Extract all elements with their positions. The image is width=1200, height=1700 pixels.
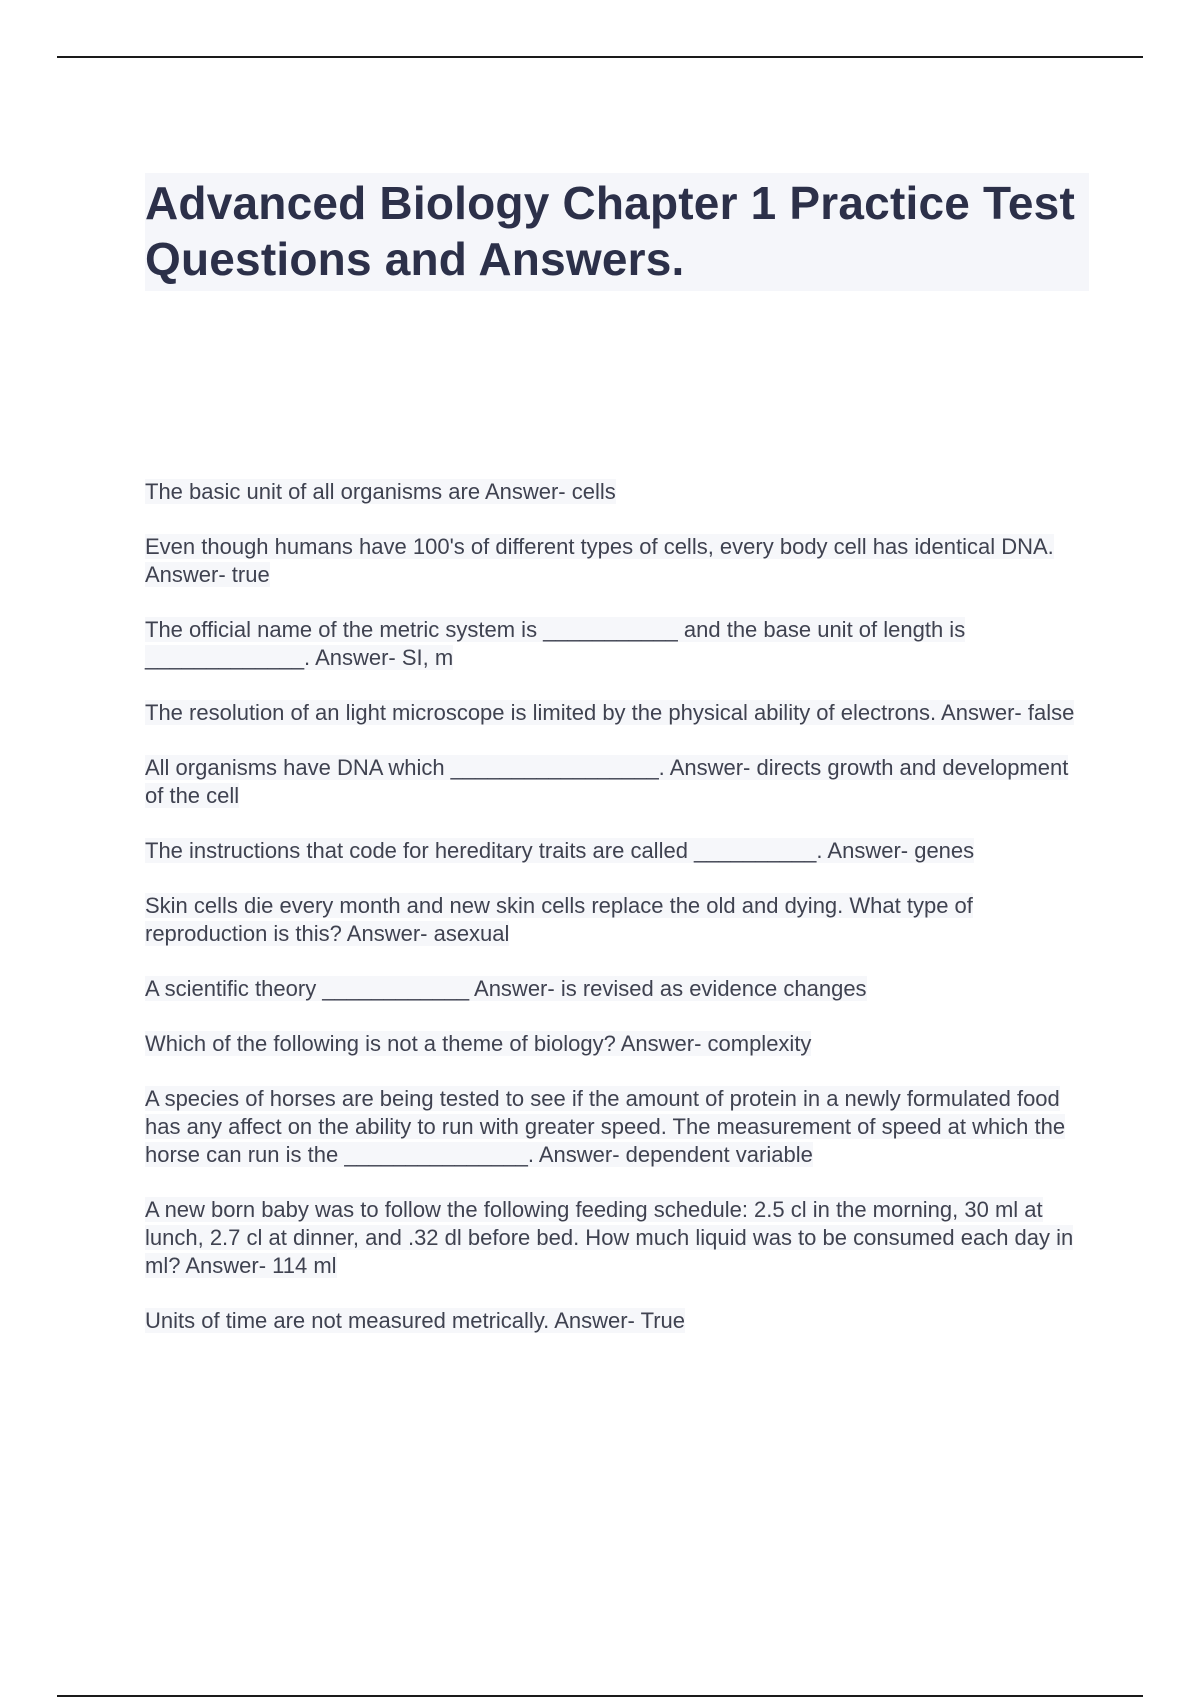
question-item <box>145 1196 1085 1280</box>
question-text: Skin cells die every month and new skin cells replace the old and dying. What type of reproduction is this? Answer- asexual <box>145 893 973 946</box>
question-item <box>145 1085 1085 1169</box>
question-list <box>145 478 1085 1362</box>
question-item <box>145 754 1085 810</box>
question-text: All organisms have DNA which _________________. Answer- directs growth and development of the cell <box>145 755 1069 808</box>
question-item <box>145 892 1085 948</box>
question-text: Even though humans have 100's of different types of cells, every body cell has identical DNA. Answer- true <box>145 534 1054 587</box>
page-bottom-rule <box>57 1695 1143 1697</box>
question-text: The instructions that code for hereditary traits are called __________. Answer- genes <box>145 838 975 863</box>
question-text: A new born baby was to follow the following feeding schedule: 2.5 cl in the morning, 30 ml at lunch, 2.7 cl at dinner, and .32 dl before bed. How much liquid was to be consumed each day in ml? Answer- 114 ml <box>145 1197 1074 1278</box>
question-text: Which of the following is not a theme of biology? Answer- complexity <box>145 1031 812 1056</box>
question-item <box>145 1307 1085 1335</box>
title-block <box>145 173 1089 291</box>
document-title: Advanced Biology Chapter 1 Practice Test Questions and Answers. <box>145 177 1075 285</box>
question-text: Units of time are not measured metrically. Answer- True <box>145 1308 686 1333</box>
question-text: The resolution of an light microscope is limited by the physical ability of electrons. Answer- false <box>145 700 1075 725</box>
question-text: A species of horses are being tested to see if the amount of protein in a newly formulated food has any affect on the ability to run with greater speed. The measurement of speed at which the horse can run is the _______________. Answer- dependent variable <box>145 1086 1066 1167</box>
question-text: The official name of the metric system is ___________ and the base unit of length is _____________. Answer- SI, m <box>145 617 966 670</box>
question-text: A scientific theory ____________ Answer- is revised as evidence changes <box>145 976 867 1001</box>
question-item <box>145 837 1085 865</box>
question-text: The basic unit of all organisms are Answer- cells <box>145 479 616 504</box>
question-item <box>145 1030 1085 1058</box>
page-top-rule <box>57 56 1143 58</box>
question-item <box>145 533 1085 589</box>
question-item <box>145 975 1085 1003</box>
question-item <box>145 616 1085 672</box>
question-item <box>145 478 1085 506</box>
question-item <box>145 699 1085 727</box>
